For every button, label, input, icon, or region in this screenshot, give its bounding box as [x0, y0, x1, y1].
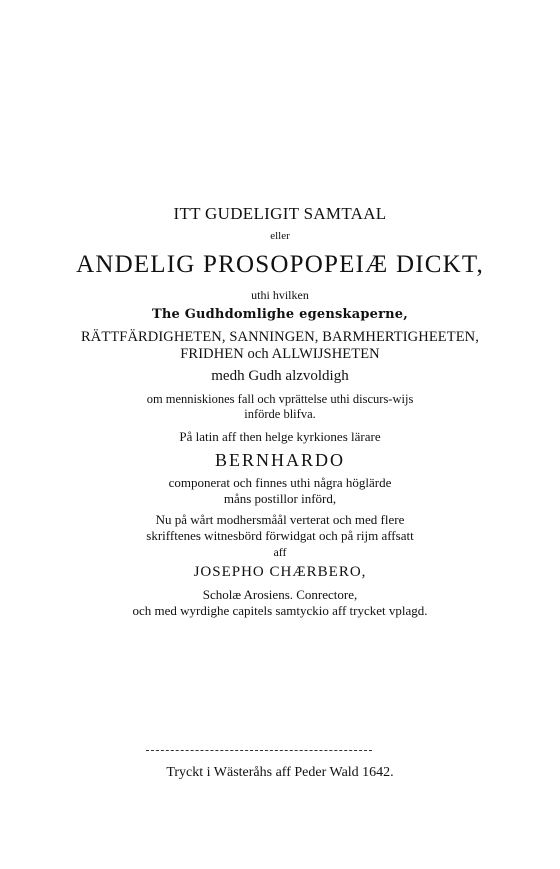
text-line: skrifftenes witnesbörd förwidgat och på rijm affsatt [146, 528, 414, 543]
author-name: BERNHARDO [214, 450, 345, 470]
translator-name: JOSEPHO CHÆRBERO, [193, 564, 367, 580]
blackletter-line: The Gudhdomlighe egenskaperne, [151, 307, 409, 322]
text-line: På latin aff then helge kyrkiones lärare [179, 429, 381, 444]
text-line: införde blifva. [244, 407, 316, 421]
text-line: Scholæ Arosiens. Conrectore, [202, 587, 358, 602]
text-line: måns postillor införd, [223, 491, 337, 506]
text-line: componerat och finnes uthi några höglärde [168, 475, 392, 490]
heading-line: ITT GUDELIGIT SAMTAAL [173, 204, 387, 223]
imprint-line: Tryckt i Wästeråhs aff Peder Wald 1642. [166, 765, 394, 780]
conjunction-line: eller [270, 230, 290, 242]
text-line: aff [273, 545, 287, 559]
text-line: Nu på wårt modhersmåål verterat och med flere [155, 512, 405, 527]
virtues-line-2: FRIDHEN och ALLWIJSHETEN [180, 346, 380, 362]
subtitle-line: uthi hvilken [251, 288, 309, 302]
main-title: ANDELIG PROSOPOPEIÆ DICKT, [76, 251, 484, 278]
text-line: och med wyrdighe capitels samtyckio aff trycket vplagd. [132, 603, 428, 618]
divider-rule [146, 750, 372, 751]
virtues-line-1: RÄTTFÄRDIGHETEN, SANNINGEN, BARMHERTIGHEETEN, [81, 329, 479, 345]
text-line: medh Gudh alzvoldigh [211, 368, 349, 384]
text-line: om menniskiones fall och vprättelse uthi discurs-wijs [146, 392, 414, 406]
